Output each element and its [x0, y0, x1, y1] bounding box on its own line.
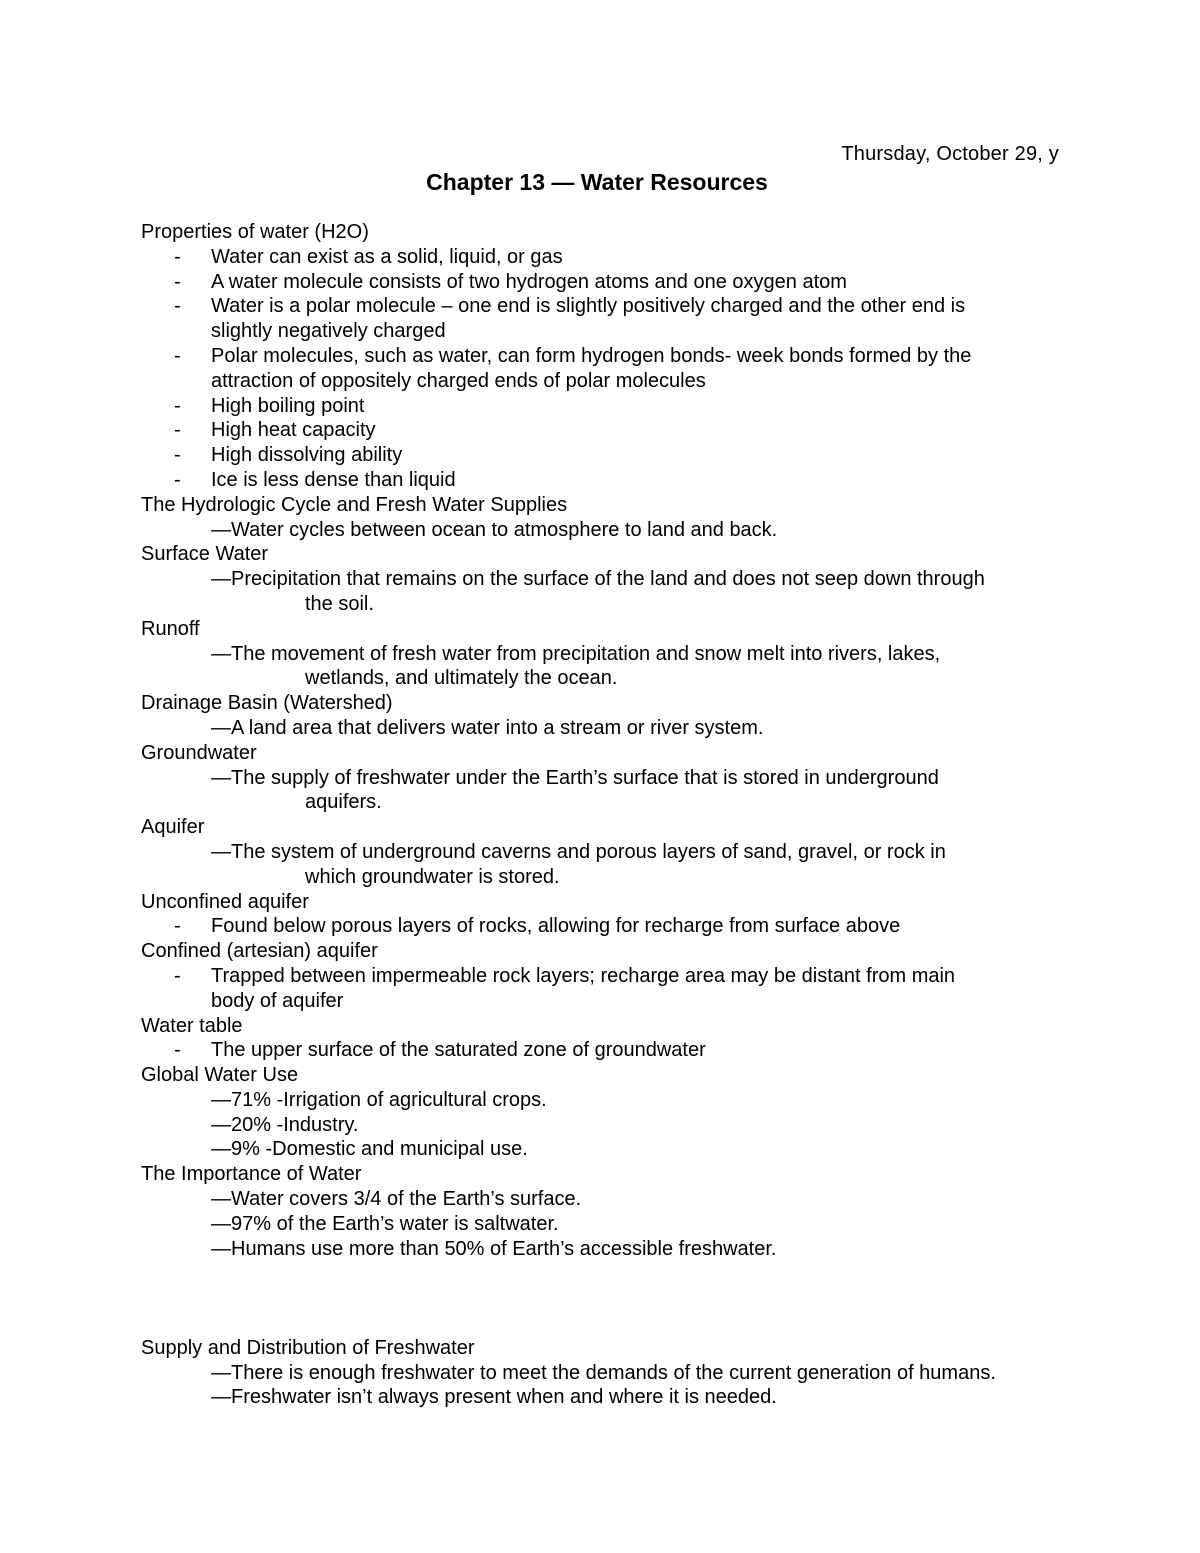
bullet-text: Ice is less dense than liquid	[211, 468, 456, 491]
bullet-dash: -	[174, 915, 181, 938]
bullet-text: High dissolving ability	[211, 444, 403, 467]
section-heading: Supply and Distribution of Freshwater	[141, 1336, 475, 1359]
bullet-item	[141, 344, 1071, 369]
section-heading: Drainage Basin (Watershed)	[141, 692, 393, 715]
bullet-text: Water can exist as a solid, liquid, or gas	[211, 245, 563, 268]
bullet-item	[141, 245, 1071, 270]
definition-line: —The movement of fresh water from precipitation and snow melt into rivers, lakes,	[211, 642, 941, 665]
definition-line: —9% -Domestic and municipal use.	[211, 1138, 528, 1161]
definition-line: —The supply of freshwater under the Earth’s surface that is stored in underground	[211, 766, 939, 789]
bullet-item	[141, 270, 1071, 295]
bullet-text: Trapped between impermeable rock layers; recharge area may be distant from main	[211, 964, 956, 987]
bullet-dash: -	[174, 295, 181, 318]
definition-line: —Water cycles between ocean to atmosphere to land and back.	[211, 518, 778, 541]
date-line: Thursday, October 29, y	[841, 143, 1059, 165]
definition-line: —20% -Industry.	[211, 1113, 359, 1136]
definition-line: —The system of underground caverns and porous layers of sand, gravel, or rock in	[211, 840, 946, 863]
bullet-item	[141, 964, 1071, 989]
bullet-text: Polar molecules, such as water, can form hydrogen bonds- week bonds formed by the	[211, 344, 972, 367]
section-heading: Confined (artesian) aquifer	[141, 940, 378, 963]
definition-line: —There is enough freshwater to meet the demands of the current generation of humans.	[211, 1361, 996, 1384]
definition-line: —A land area that delivers water into a stream or river system.	[211, 716, 764, 739]
bullet-item	[141, 468, 1071, 493]
section-heading: Unconfined aquifer	[141, 890, 309, 913]
bullet-text: High boiling point	[211, 394, 365, 417]
bullet-text: Water is a polar molecule – one end is slightly positively charged and the other end is	[211, 295, 966, 318]
section-heading: Groundwater	[141, 741, 257, 764]
section-heading: Water table	[141, 1014, 243, 1037]
definition-continuation: aquifers.	[305, 791, 382, 814]
bullet-dash: -	[174, 419, 181, 442]
bullet-text: A water molecule consists of two hydrogen atoms and one oxygen atom	[211, 270, 847, 293]
bullet-continuation: slightly negatively charged	[211, 320, 446, 343]
bullet-dash: -	[174, 344, 181, 367]
bullet-item	[141, 394, 1071, 419]
section-heading: Aquifer	[141, 816, 205, 839]
bullet-text: Found below porous layers of rocks, allowing for recharge from surface above	[211, 915, 901, 938]
section-heading: Runoff	[141, 617, 200, 640]
section-heading: Properties of water (H2O)	[141, 221, 369, 243]
bullet-dash: -	[174, 394, 181, 417]
bullet-continuation: body of aquifer	[211, 989, 344, 1012]
bullet-item	[141, 1038, 1071, 1063]
bullet-dash: -	[174, 964, 181, 987]
definition-continuation: the soil.	[305, 592, 374, 615]
bullet-item	[141, 294, 1071, 319]
definition-line: —97% of the Earth’s water is saltwater.	[211, 1212, 559, 1235]
page-title: Chapter 13 — Water Resources	[426, 169, 768, 195]
bullet-item	[141, 443, 1071, 468]
bullet-dash: -	[174, 245, 181, 268]
bullet-item	[141, 914, 1071, 939]
definition-line: —Freshwater isn’t always present when and where it is needed.	[211, 1386, 777, 1409]
section-heading: Surface Water	[141, 543, 269, 566]
bullet-text: High heat capacity	[211, 419, 376, 442]
bullet-dash: -	[174, 444, 181, 467]
bullet-dash: -	[174, 468, 181, 491]
bullet-dash: -	[174, 1039, 181, 1062]
section-heading: Global Water Use	[141, 1064, 299, 1087]
blank-space	[141, 1261, 1071, 1335]
definition-continuation: wetlands, and ultimately the ocean.	[305, 667, 618, 690]
bullet-text: The upper surface of the saturated zone of groundwater	[211, 1039, 706, 1062]
bullet-continuation: attraction of oppositely charged ends of polar molecules	[211, 369, 706, 392]
notes-body	[141, 220, 1071, 1410]
bullet-item	[141, 418, 1071, 443]
definition-continuation: which groundwater is stored.	[305, 865, 560, 888]
section-heading: The Hydrologic Cycle and Fresh Water Supplies	[141, 493, 568, 516]
definition-line: —71% -Irrigation of agricultural crops.	[211, 1088, 547, 1111]
definition-line: —Water covers 3/4 of the Earth’s surface.	[211, 1188, 582, 1211]
section-heading: The Importance of Water	[141, 1163, 362, 1186]
definition-line: —Precipitation that remains on the surface of the land and does not seep down through	[211, 568, 985, 591]
definition-line: —Humans use more than 50% of Earth’s accessible freshwater.	[211, 1237, 777, 1260]
bullet-dash: -	[174, 270, 181, 293]
